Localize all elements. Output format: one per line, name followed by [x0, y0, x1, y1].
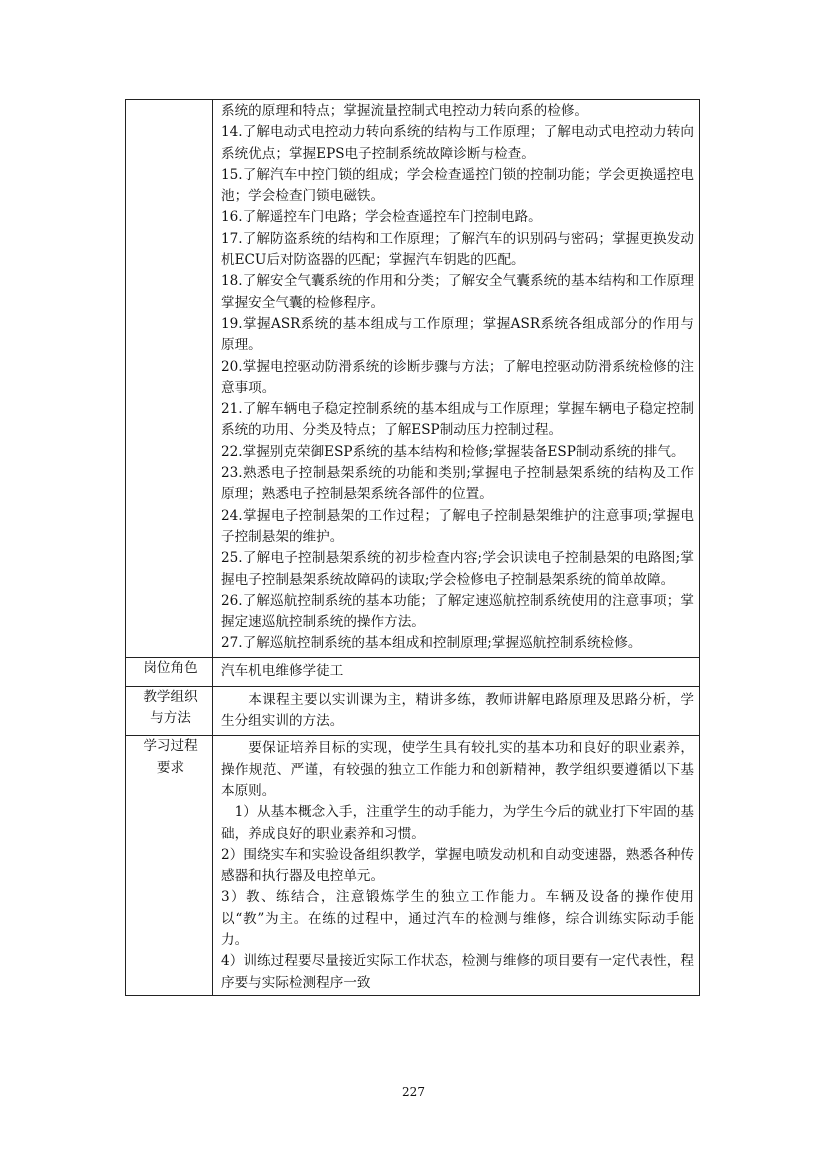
process-point: 3）教、练结合，注意锻炼学生的独立工作能力。车辆及设备的操作使用以“教”为主。在练的过程中，通过汽车的检测与维修，综合训练实际动手能力。: [221, 889, 694, 948]
method-row: [126, 686, 700, 736]
process-intro: 要保证培养目标的实现，使学生具有较扎实的基本功和良好的职业素养，操作规范、严谨，有较强的独立工作能力和创新精神，教学组织要遵循以下基本原则。: [221, 740, 694, 799]
process-row: [126, 736, 700, 996]
objective-item: 26.了解巡航控制系统的基本功能；了解定速巡航控制系统使用的注意事项；掌握定速巡航控制系统的操作方法。: [221, 592, 694, 631]
objective-item: 24.掌握电子控制悬架的工作过程；了解电子控制悬架维护的注意事项;掌握电子控制悬架的维护。: [221, 507, 694, 545]
method-content-cell: [213, 686, 700, 736]
process-label-line2: 要求: [156, 759, 185, 776]
method-label: [126, 686, 213, 736]
method-label-line1: 教学组织: [143, 688, 198, 705]
role-value: 汽车机电维修学徒工: [213, 657, 700, 686]
objective-item: 17.了解防盗系统的结构和工作原理；了解汽车的识别码与密码；掌握更换发动机ECU后对防盗器的匹配；掌握汽车钥匙的匹配。: [221, 230, 694, 269]
objective-item: 22.掌握别克荣御ESP系统的基本结构和检修;掌握装备ESP制动系统的排气。: [221, 443, 685, 460]
role-label: 岗位角色: [126, 657, 213, 686]
objective-item: 20.掌握电控驱动防滑系统的诊断步骤与方法；了解电控驱动防滑系统检修的注意事项。: [221, 358, 694, 396]
course-table: [125, 99, 700, 996]
page-number: 227: [402, 1085, 425, 1099]
objectives-row: [126, 100, 700, 658]
objective-item: 25.了解电子控制悬架系统的初步检查内容;学会识读电子控制悬架的电路图;掌握电子控制悬架系统故障码的读取;学会检修电子控制悬架系统的简单故障。: [221, 550, 694, 588]
objective-item: 16.了解遥控车门电路；学会检查遥控车门控制电路。: [221, 209, 542, 226]
method-label-line2: 与方法: [150, 710, 191, 727]
process-content-cell: [213, 736, 700, 996]
process-point: 4）训练过程要尽量接近实际工作状态，检测与维修的项目要有一定代表性，程序要与实际检测程序一致: [221, 953, 694, 991]
role-row: [126, 657, 700, 686]
objective-item: 15.了解汽车中控门锁的组成；学会检查遥控门锁的控制功能；学会更换遥控电池；学会检查门锁电磁铁。: [221, 166, 694, 205]
objective-item: 19.掌握ASR系统的基本组成与工作原理；掌握ASR系统各组成部分的作用与原理。: [221, 315, 694, 354]
objective-item: 系统的原理和特点；掌握流量控制式电控动力转向系的检修。: [221, 103, 589, 119]
objective-item: 27.了解巡航控制系统的基本组成和控制原理;掌握巡航控制系统检修。: [221, 635, 642, 652]
objective-item: 18.了解安全气囊系统的作用和分类；了解安全气囊系统的基本结构和工作原理掌握安全气囊的检修程序。: [221, 273, 694, 311]
process-label: [126, 736, 213, 996]
process-label-line1: 学习过程: [143, 738, 198, 755]
method-text: 本课程主要以实训课为主，精讲多练，教师讲解电路原理及思路分析，学生分组实训的方法。: [221, 691, 694, 730]
objective-item: 21.了解车辆电子稳定控制系统的基本组成与工作原理；掌握车辆电子稳定控制系统的功用、分类及特点；了解ESP制动压力控制过程。: [221, 401, 694, 439]
process-point: 2）围绕实车和实验设备组织教学，掌握电喷发动机和自动变速器，熟悉各种传感器和执行器及电控单元。: [221, 846, 694, 885]
objective-item: 14.了解电动式电控动力转向系统的结构与工作原理；了解电动式电控动力转向系统优点；掌握EPS电子控制系统故障诊断与检查。: [221, 124, 694, 162]
objectives-label-cell: [126, 100, 213, 658]
process-point: 1）从基本概念入手，注重学生的动手能力，为学生今后的就业打下牢固的基础，养成良好的职业素养和习惯。: [221, 804, 694, 842]
objectives-content-cell: [213, 100, 700, 658]
objective-item: 23.熟悉电子控制悬架系统的功能和类别;掌握电子控制悬架系统的结构及工作原理；熟悉电子控制悬架系统各部件的位置。: [221, 465, 694, 503]
